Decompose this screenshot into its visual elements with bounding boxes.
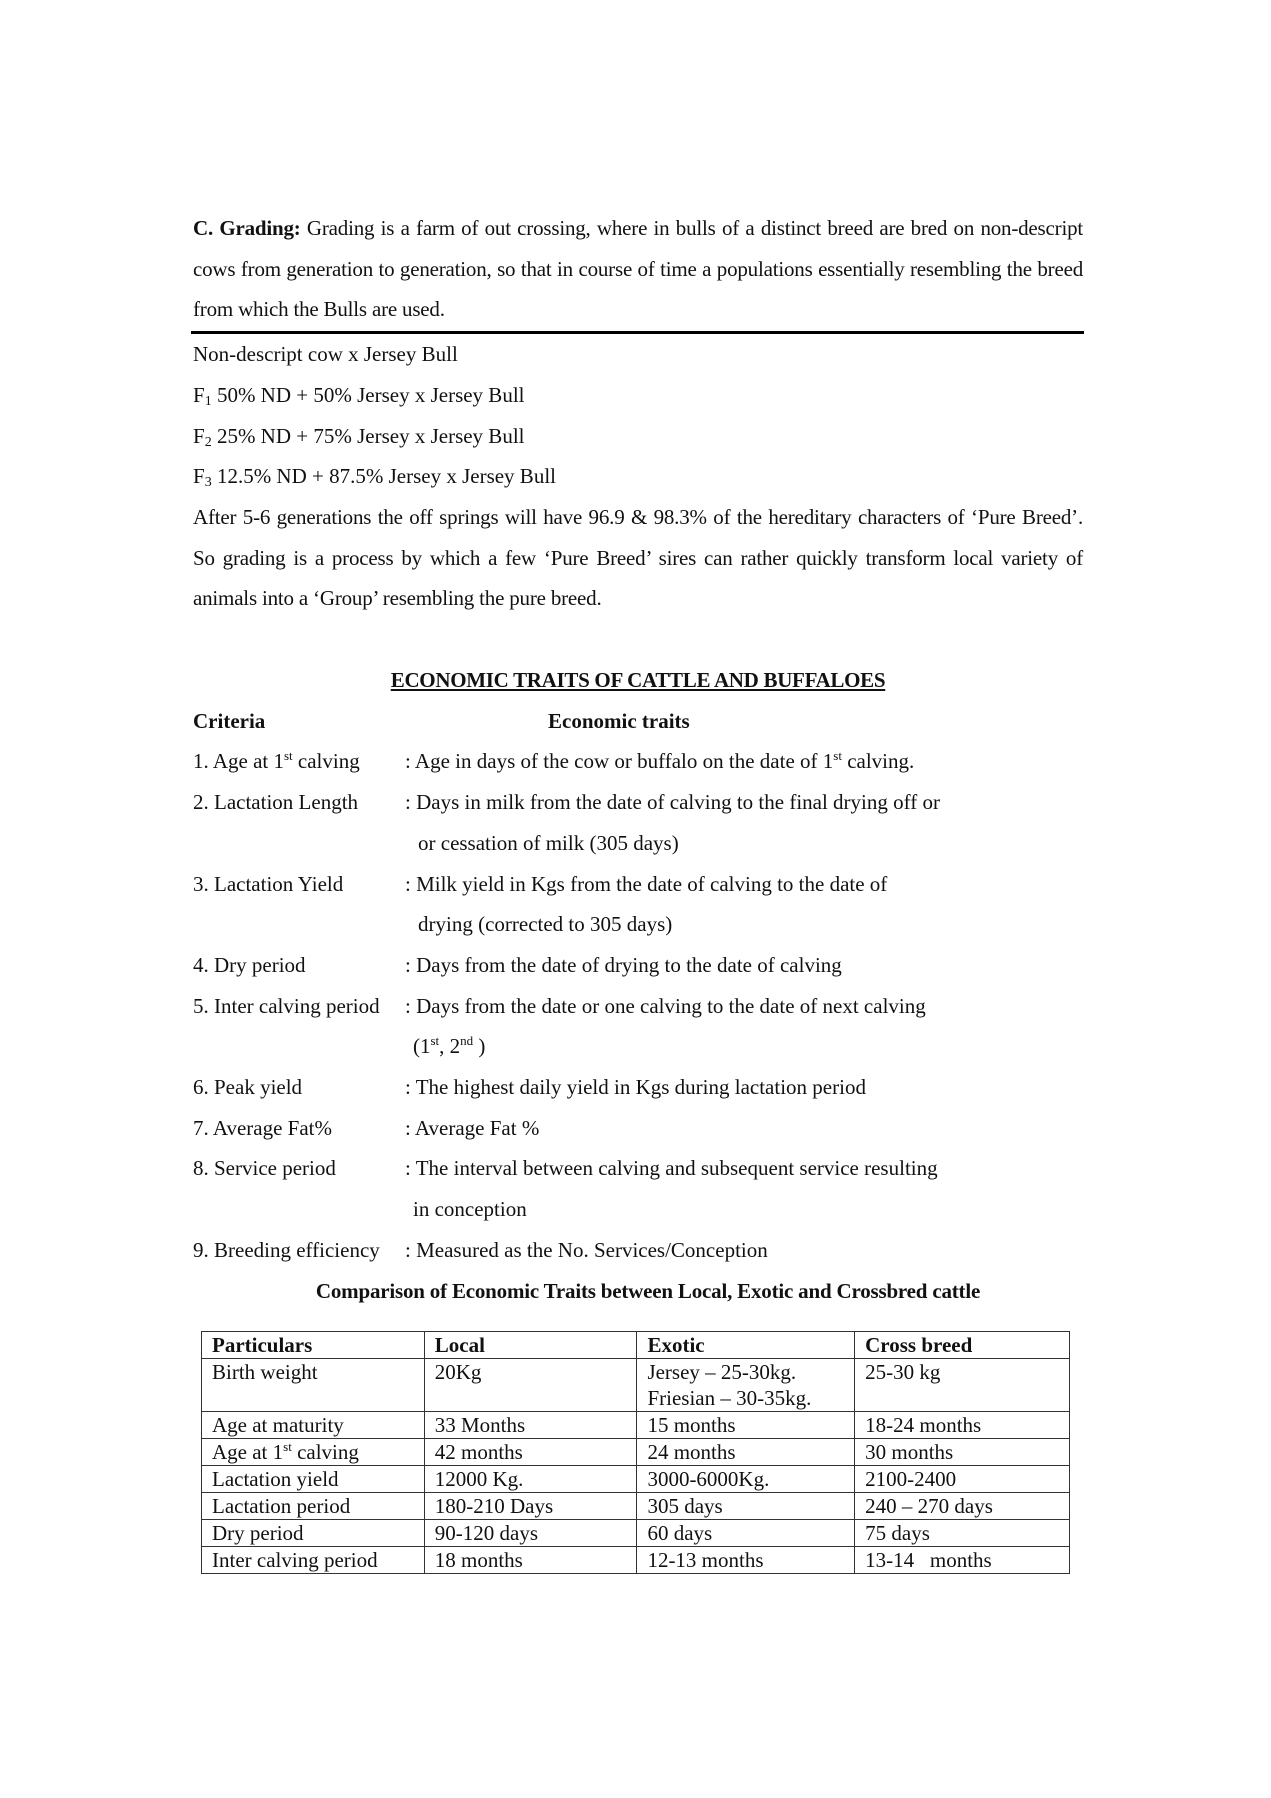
criteria-item — [193, 986, 1083, 1027]
cell-particular — [202, 1439, 425, 1466]
cell-exotic: 24 months — [637, 1439, 855, 1466]
criteria-label: 9. Breeding efficiency — [193, 1237, 380, 1262]
cross-line — [193, 375, 1083, 416]
criteria-header-right: Economic traits — [548, 708, 690, 733]
cell-cross: 18-24 months — [855, 1412, 1070, 1439]
criteria-label: 6. Peak yield — [193, 1075, 303, 1100]
cell-local: 180-210 Days — [424, 1493, 637, 1520]
cell-exotic: 3000-6000Kg. — [637, 1466, 855, 1493]
cell-cross: 240 – 270 days — [855, 1493, 1070, 1520]
continuation-text: ) — [473, 1034, 486, 1059]
cell-particular: Age at maturity — [202, 1412, 425, 1439]
criteria-item — [193, 1230, 1083, 1271]
cell-particular: Inter calving period — [202, 1547, 425, 1574]
criteria-description — [405, 741, 1083, 782]
exotic-line: Friesian – 30-35kg. — [647, 1386, 812, 1410]
cross-text: 25% ND + 75% Jersey x Jersey Bull — [211, 423, 525, 448]
description-text: : Age in days of the cow or buffalo on the date of 1 — [405, 749, 834, 774]
header-local: Local — [424, 1332, 637, 1359]
criteria-label: 4. Dry period — [193, 952, 306, 977]
table-row — [202, 1493, 1070, 1520]
cell-local: 42 months — [424, 1439, 637, 1466]
generation-prefix: F — [193, 382, 205, 407]
continuation-text: (1 — [413, 1034, 431, 1059]
table-row — [202, 1466, 1070, 1493]
cell-cross: 13-14 months — [855, 1547, 1070, 1574]
criteria-label: 8. Service period — [193, 1156, 336, 1181]
criteria-description-continuation — [193, 1026, 1083, 1067]
grading-text: Grading is a farm of out crossing, where in bulls of a distinct breed are bred on non-descript cows from generation to generation, so that in course of time a populations essentially resembling the breed from which the Bulls are used. — [193, 216, 1084, 322]
criteria-item — [193, 1108, 1083, 1149]
cell-cross: 25-30 kg — [855, 1359, 1070, 1412]
criteria-header-left: Criteria — [193, 708, 266, 733]
criteria-label: 5. Inter calving period — [193, 993, 380, 1018]
cell-cross: 2100-2400 — [855, 1466, 1070, 1493]
cell-particular: Birth weight — [202, 1359, 425, 1412]
continuation-text: , 2 — [439, 1034, 461, 1059]
cell-local: 20Kg — [424, 1359, 637, 1412]
criteria-label — [193, 741, 405, 782]
criteria-description: : Days in milk from the date of calving to the final drying off or — [405, 790, 940, 815]
table-row — [202, 1439, 1070, 1466]
criteria-description: : The highest daily yield in Kgs during lactation period — [405, 1075, 866, 1100]
generation-prefix: F — [193, 464, 205, 489]
cell-local: 90-120 days — [424, 1520, 637, 1547]
generation-subscript: 2 — [204, 434, 212, 450]
description-text: calving. — [841, 749, 915, 774]
comparison-table-title: Comparison of Economic Traits between Local, Exotic and Crossbred cattle — [315, 1278, 981, 1303]
cell-local: 33 Months — [424, 1412, 637, 1439]
table-row — [202, 1412, 1070, 1439]
particular-text: Age at 1 — [212, 1440, 284, 1464]
criteria-header — [193, 701, 1083, 742]
table-row — [202, 1520, 1070, 1547]
criteria-label: 7. Average Fat% — [193, 1115, 332, 1140]
cell-particular: Lactation period — [202, 1493, 425, 1520]
header-cross-breed: Cross breed — [855, 1332, 1070, 1359]
cross-line — [193, 456, 1083, 497]
generation-subscript: 3 — [204, 475, 212, 491]
criteria-item — [193, 945, 1083, 986]
section-heading: ECONOMIC TRAITS OF CATTLE AND BUFFALOES — [390, 668, 886, 693]
document-page — [193, 208, 1083, 1311]
grading-label: C. Grading: — [193, 216, 301, 240]
criteria-description: : Milk yield in Kgs from the date of calving to the date of — [405, 871, 888, 896]
criteria-item — [193, 782, 1083, 823]
criteria-item — [193, 1148, 1083, 1189]
criteria-item — [193, 741, 1083, 782]
cell-cross: 75 days — [855, 1520, 1070, 1547]
description-superscript: st — [833, 748, 842, 764]
cell-exotic: 60 days — [637, 1520, 855, 1547]
header-exotic: Exotic — [637, 1332, 855, 1359]
comparison-table — [201, 1331, 1070, 1574]
label-superscript: st — [283, 748, 293, 764]
continuation-superscript: st — [430, 1033, 440, 1049]
generation-subscript: 1 — [204, 393, 212, 409]
table-row — [202, 1359, 1070, 1412]
criteria-description: : The interval between calving and subsequent service resulting — [405, 1156, 938, 1181]
cross-text: Non-descript cow x Jersey Bull — [193, 342, 458, 367]
criteria-description: : Days from the date or one calving to the date of next calving — [405, 993, 926, 1018]
criteria-description: : Measured as the No. Services/Conception — [405, 1237, 768, 1262]
criteria-label: 3. Lactation Yield — [193, 871, 344, 896]
generation-prefix: F — [193, 423, 205, 448]
cell-exotic: 15 months — [637, 1412, 855, 1439]
criteria-description-continuation: drying (corrected to 305 days) — [418, 912, 673, 937]
grading-paragraph — [193, 208, 1083, 330]
cross-text: 50% ND + 50% Jersey x Jersey Bull — [211, 382, 525, 407]
criteria-description: : Average Fat % — [405, 1115, 540, 1140]
after-generations-paragraph: After 5-6 generations the off springs will have 96.9 & 98.3% of the hereditary characters of ‘Pure Breed’. So grading is a process by which a few ‘Pure Breed’ sires can rather quickly transform local variety of animals into a ‘Group’ resembling the pure breed. — [193, 504, 1083, 611]
particular-superscript: st — [283, 1439, 292, 1454]
criteria-description-continuation: or cessation of milk (305 days) — [418, 830, 679, 855]
criteria-description: : Days from the date of drying to the date of calving — [405, 952, 842, 977]
cell-particular: Dry period — [202, 1520, 425, 1547]
cell-exotic: 12-13 months — [637, 1547, 855, 1574]
criteria-description-continuation: in conception — [413, 1197, 527, 1222]
criteria-item — [193, 1067, 1083, 1108]
continuation-superscript: nd — [460, 1033, 474, 1049]
table-row — [202, 1547, 1070, 1574]
criteria-label: 2. Lactation Length — [193, 790, 359, 815]
cross-text: 12.5% ND + 87.5% Jersey x Jersey Bull — [211, 464, 556, 489]
cross-list — [193, 334, 1083, 497]
cell-exotic — [637, 1359, 855, 1412]
cell-local: 12000 Kg. — [424, 1466, 637, 1493]
label-text: calving — [292, 749, 360, 774]
cross-line — [193, 334, 1083, 375]
particular-text: calving — [291, 1440, 359, 1464]
cell-cross: 30 months — [855, 1439, 1070, 1466]
cell-local: 18 months — [424, 1547, 637, 1574]
header-particulars: Particulars — [202, 1332, 425, 1359]
cell-particular: Lactation yield — [202, 1466, 425, 1493]
label-text: 1. Age at 1 — [193, 749, 284, 774]
cross-line — [193, 416, 1083, 457]
table-header-row — [202, 1332, 1070, 1359]
criteria-item — [193, 864, 1083, 905]
exotic-line: Jersey – 25-30kg. — [647, 1360, 797, 1384]
cell-exotic: 305 days — [637, 1493, 855, 1520]
